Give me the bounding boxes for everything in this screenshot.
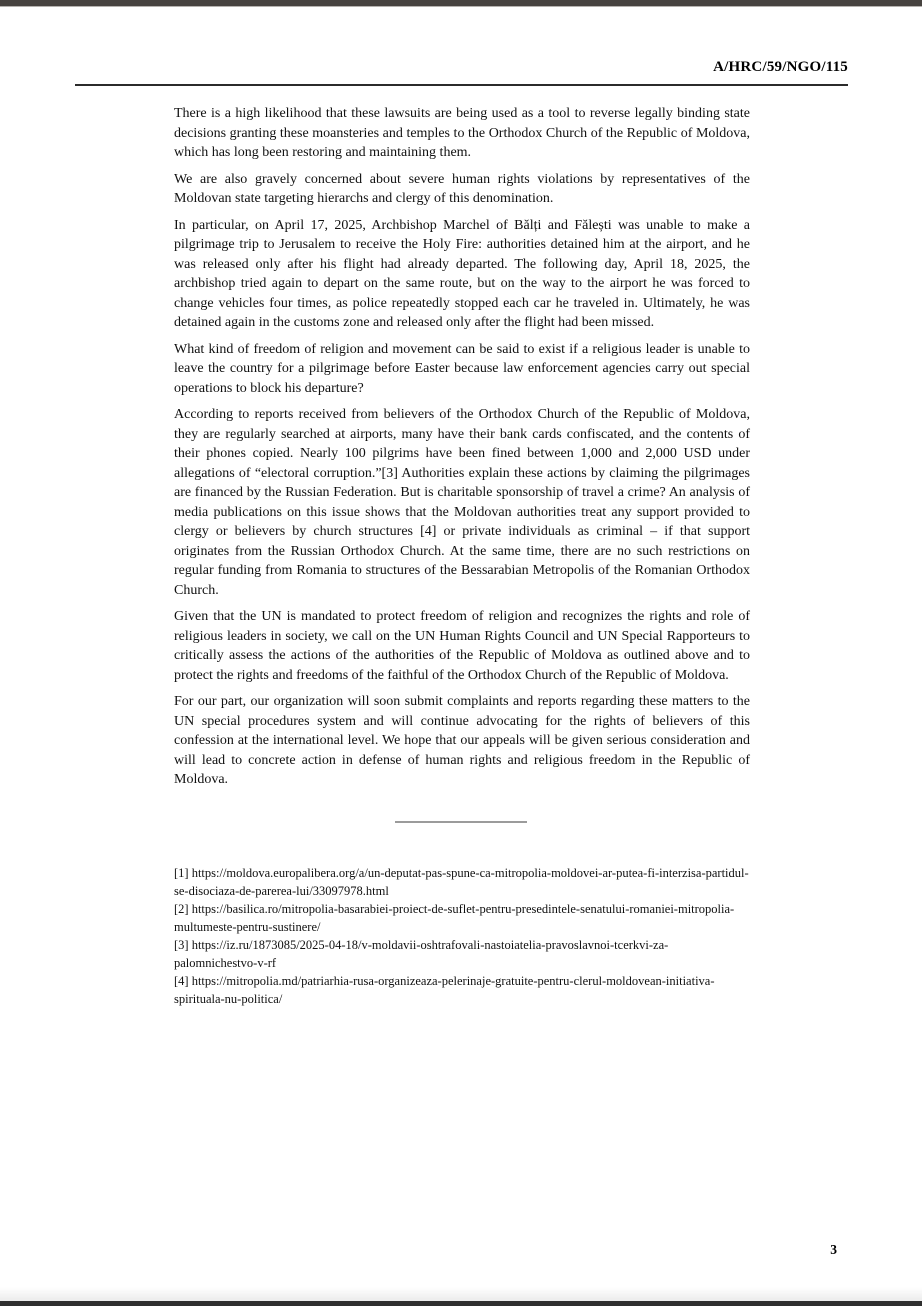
footnote: [1] https://moldova.europalibera.org/a/un-deputat-pas-spune-ca-mitropolia-moldovei-ar-putea-fi-interzisa-partidul-se-disociaza-de-parerea-lui/33097978.html	[174, 865, 749, 898]
footnote: [4] https://mitropolia.md/patriarhia-rusa-organizeaza-pelerinaje-gratuite-pentru-clerul-moldovean-initiativa-spirituala-nu-politica/	[174, 973, 715, 1006]
content-column	[174, 104, 750, 1008]
viewer-top-edge	[0, 0, 922, 7]
body-paragraph: According to reports received from believers of the Orthodox Church of the Republic of Moldova, they are regularly searched at airports, many have their bank cards confiscated, and the contents of their phones copied. Nearly 100 pilgrims have been fined between 1,000 and 2,000 USD under allegations of “electoral corruption.”[3] Authorities explain these actions by claiming the pilgrimages are financed by the Russian Federation. But is charitable sponsorship of travel a crime? An analysis of media publications on this issue shows that the Moldovan authorities treat any support provided to clergy or believers by church structures [4] or private individuals as criminal – if that support originates from the Russian Orthodox Church. At the same time, there are no such restrictions on regular funding from Romania to structures of the Bessarabian Metropolis of the Romanian Orthodox Church.	[174, 407, 750, 598]
footnotes-section	[174, 864, 750, 1008]
header-rule	[75, 84, 848, 86]
page-number: 3	[830, 1242, 837, 1257]
body-paragraph: We are also gravely concerned about severe human rights violations by representatives of the Moldovan state targeting hierarchs and clergy of this denomination.	[174, 171, 750, 206]
body-paragraph: What kind of freedom of religion and movement can be said to exist if a religious leader is unable to leave the country for a pilgrimage before Easter because law enforcement agencies carry out special operations to block his departure?	[174, 341, 750, 396]
document-body	[174, 104, 750, 790]
document-symbol: A/HRC/59/NGO/115	[713, 59, 848, 75]
body-paragraph: In particular, on April 17, 2025, Archbishop Marchel of Bălți and Fălești was unable to make a pilgrimage trip to Jerusalem to receive the Holy Fire: authorities detained him at the airport, and he was released only after his flight had already departed. The following day, April 18, 2025, the archbishop tried again to depart on the same route, but on the way to the airport he was forced to change vehicles four times, as police repeatedly stopped each car he traveled in. Ultimately, he was detained again in the customs zone and released only after the flight had been missed.	[174, 217, 750, 330]
footnote-divider	[395, 821, 527, 823]
body-paragraph: Given that the UN is mandated to protect freedom of religion and recognizes the rights and role of religious leaders in society, we call on the UN Human Rights Council and UN Special Rapporteurs to critically assess the actions of the authorities of the Republic of Moldova as outlined above and to protect the rights and freedoms of the faithful of the Orthodox Church of the Republic of Moldova.	[174, 609, 750, 683]
viewer-bottom-shade	[0, 1287, 922, 1301]
body-paragraph: There is a high likelihood that these lawsuits are being used as a tool to reverse legally binding state decisions granting these moansteries and temples to the Orthodox Church of the Republic of Moldova, which has long been restoring and maintaining them.	[174, 106, 750, 160]
body-paragraph: For our part, our organization will soon submit complaints and reports regarding these matters to the UN special procedures system and will continue advocating for the rights of believers of this confession at the international level. We hope that our appeals will be given serious consideration and will lead to concrete action in defense of human rights and religious freedom in the Republic of Moldova.	[174, 694, 750, 787]
footnote: [2] https://basilica.ro/mitropolia-basarabiei-proiect-de-suflet-pentru-presedintele-senatului-romaniei-mitropolia-multumeste-pentru-sustinere/	[174, 901, 735, 934]
footnote: [3] https://iz.ru/1873085/2025-04-18/v-moldavii-oshtrafovali-nastoiatelia-pravoslavnoi-tcerkvi-za-palomnichestvo-v-rf	[174, 937, 669, 970]
viewer-bottom-edge	[0, 1301, 922, 1306]
